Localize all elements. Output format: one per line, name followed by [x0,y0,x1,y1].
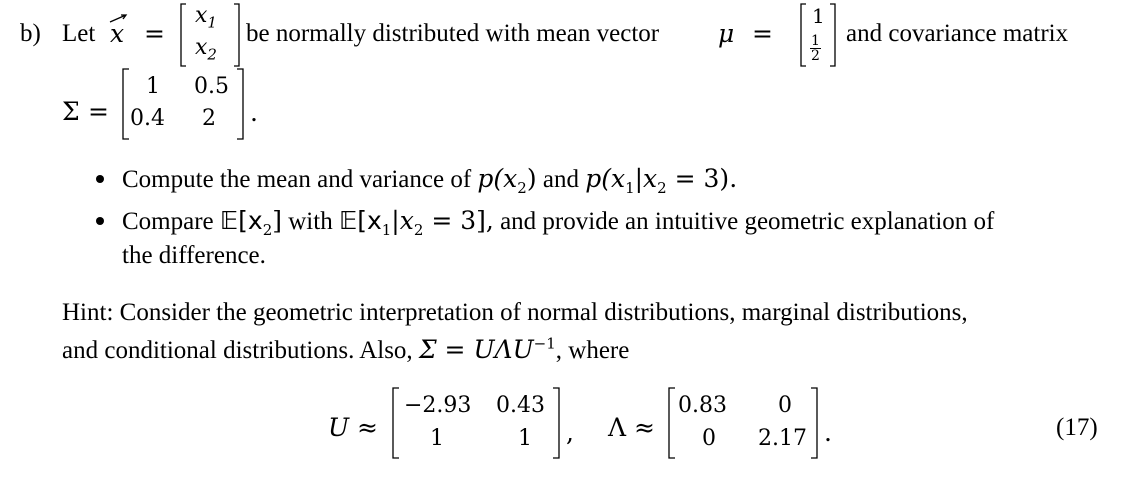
mu-symbol: μ [718,19,735,48]
u-entry-12: 0.43 [496,393,545,418]
u-entry-21: 1 [430,426,444,451]
equation-comma: , [566,418,574,447]
sigma-symbol: Σ [62,97,80,126]
sigma-period: . [250,98,258,127]
lambda-entry-22: 2.17 [758,426,807,451]
sigma-entry-22: 2 [202,106,216,131]
u-entry-11: −2.93 [404,393,472,418]
bullet-2-text: Compare $𝔼[x_2]$ with $𝔼[x_1|x_2 = 3]$, and provide an intuitive geometric explanation of [122,206,995,239]
lambda-label: Λ ≈ [608,413,655,442]
sigma-entry-12: 0.5 [194,74,229,99]
sigma-entry-21: 0.4 [130,106,165,131]
u-entry-22: 1 [518,426,532,451]
mu-vector-entry-2: $\frac{1}{2}$ [811,33,820,64]
lambda-entry-21: 0 [702,426,716,451]
vector-x: x [110,19,125,48]
equals-sign-sigma: = [88,97,109,126]
mu-vector-entry-1: 1 [812,4,825,28]
bullet-2-line-2: the difference. [122,242,266,269]
covariance-text: and covariance matrix [846,20,1069,47]
equation-number: (17) [1056,414,1098,441]
bullet-dot-2 [96,217,104,225]
x-vector-entry-1: $x_1$ [195,3,217,32]
x-vector-entry-2: $x_2$ [195,35,217,64]
equals-sign: = [144,19,165,48]
let-word: Let [62,20,96,47]
equals-sign-mu: = [752,19,773,48]
u-label: U ≈ [328,413,378,442]
distributed-text: be normally distributed with mean vector [246,20,660,47]
sigma-entry-11: 1 [146,74,160,99]
bullet-dot-1 [96,175,104,183]
bullet-1-text: Compute the mean and variance of $p(x_2)$ and $p(x_1|x_2 = 3)$. [122,164,738,197]
vector-arrow-icon [108,14,130,24]
equation-period: . [824,418,832,447]
lambda-entry-11: 0.83 [678,393,727,418]
hint-line-2: and conditional distributions. Also, $\Sigma = U\Lambda U^{-1}$, where [62,334,630,364]
lambda-entry-12: 0 [778,393,792,418]
hint-line-1: Hint: Consider the geometric interpretation of normal distributions, marginal distributions, [62,299,968,326]
problem-label: b) [20,20,41,47]
